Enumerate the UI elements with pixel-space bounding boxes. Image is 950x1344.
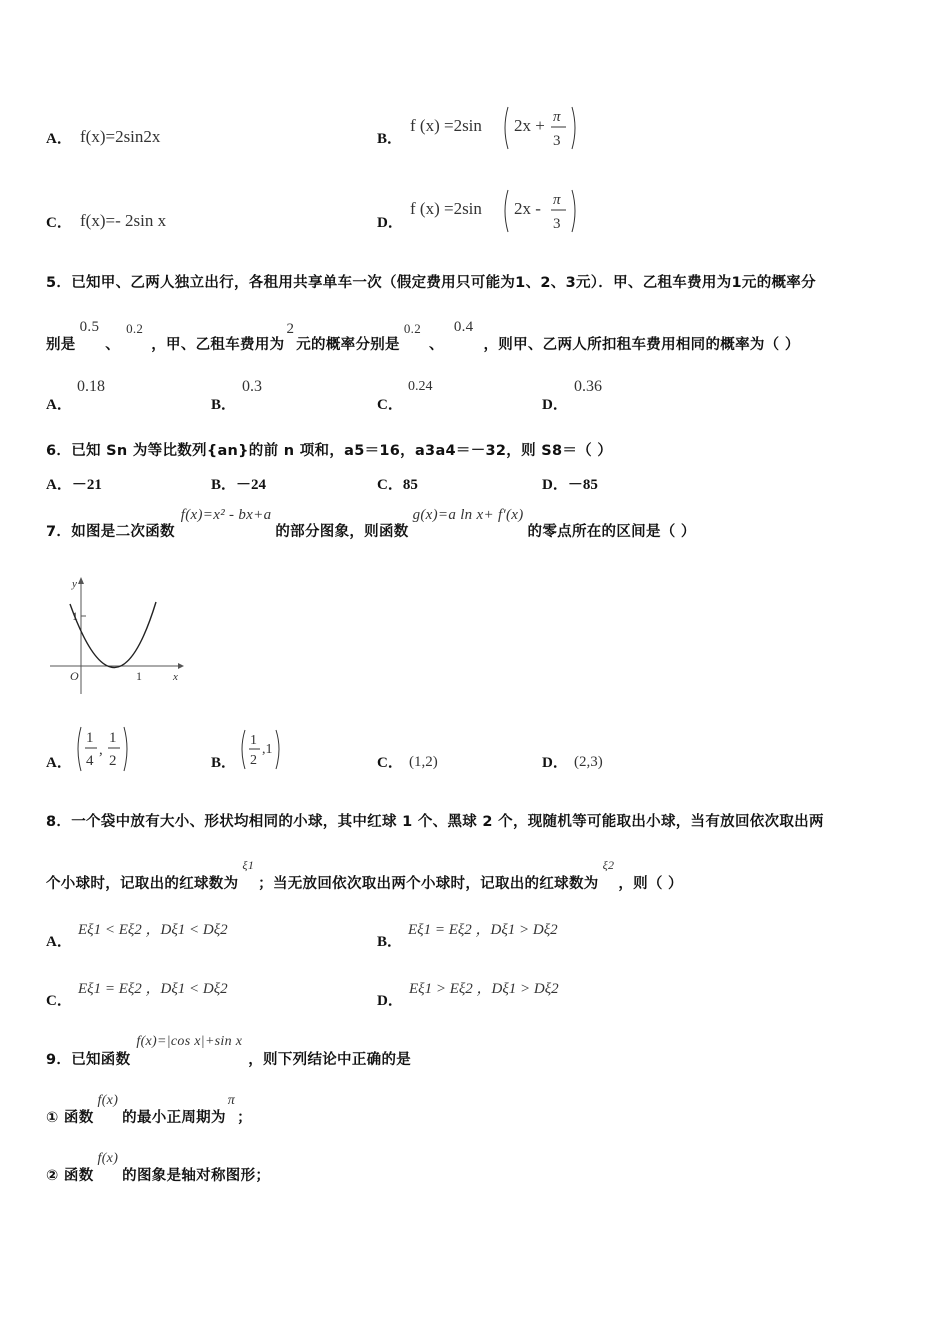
q8-line2-c: ，则（ ）	[618, 876, 683, 892]
graph-x-arrow	[178, 663, 184, 669]
q4-d-pi: π	[553, 192, 561, 208]
graph-origin-label: O	[70, 669, 79, 683]
q7-b-one: ,1	[262, 742, 273, 757]
q8-opt-a-value: Eξ1 < Eξ2 ，Dξ1 < Dξ2	[78, 922, 228, 938]
q4-d-inner: 2x -	[514, 199, 541, 218]
q5-opt-b-value: 0.3	[242, 378, 262, 395]
q7-opt-d-value: (2,3)	[574, 754, 603, 770]
q8-xi1: ξ1	[242, 858, 255, 872]
q7-b-lparen	[242, 730, 245, 769]
q4-c-text: f(x)=- 2sin x	[80, 211, 167, 230]
q7-a-den2: 2	[109, 753, 117, 769]
q7-opt-b-label: B．	[211, 755, 237, 771]
q9-f-expr: f(x)=|cos x|+sin x	[136, 1034, 243, 1049]
q5-opt-a-value: 0.18	[77, 378, 105, 395]
graph-parabola	[70, 602, 156, 668]
q7-b-den: 2	[250, 753, 257, 768]
q9-s2-a: ② 函数	[46, 1168, 94, 1184]
q7-stem	[46, 507, 696, 541]
q5-line2-a: 别是	[46, 337, 76, 353]
q6-opt-a-label: A．	[46, 477, 72, 493]
q8-opt-d-label: D．	[377, 993, 403, 1009]
q8-line2	[46, 858, 683, 893]
q7-stem-a: 7．如图是二次函数	[46, 524, 175, 540]
graph-y-tick-label: 1	[72, 609, 78, 623]
q6-opt-d	[542, 473, 598, 494]
q7-opt-a-label: A．	[46, 755, 72, 771]
q5-opt-b-label: B．	[211, 397, 237, 413]
q6-opt-c-value: 85	[402, 477, 418, 493]
q6-opt-d-label: D．	[542, 477, 568, 493]
q5-line2-c: 元的概率分别是	[296, 337, 400, 353]
q6-stem: 6．已知 Sn 为等比数列{an}的前 n 项和，a5＝16，a3a4＝－32，则 S8＝（ ）	[46, 443, 613, 459]
q8-line2-a: 个小球时，记取出的红球数为	[46, 876, 239, 892]
q9-stem-a: 9．已知函数	[46, 1052, 131, 1068]
q5-opt-c-value: 0.24	[408, 379, 433, 394]
q5-opt-a-label: A．	[46, 397, 72, 413]
q5-p3: 0.2	[403, 321, 422, 336]
q4-d-rparen	[572, 190, 575, 232]
q8-opt-c-value: Eξ1 = Eξ2 ，Dξ1 < Dξ2	[78, 981, 228, 997]
q4-option-d-label: D．	[377, 215, 403, 231]
q4-b-rparen	[572, 107, 575, 149]
q7-a-rparen	[124, 727, 127, 771]
q9-s1-pi: π	[227, 1093, 236, 1108]
q4-b-inner: 2x +	[514, 116, 545, 135]
q9-statement-1	[46, 1093, 252, 1127]
q6-opt-a-value: －21	[71, 477, 102, 493]
q5-opt-c-label: C．	[377, 397, 403, 413]
q9-stem	[46, 1034, 411, 1069]
q9-s1-c: ；	[237, 1110, 252, 1126]
q9-s1-b: 的最小正周期为	[122, 1110, 226, 1126]
q4-a-formula	[80, 124, 210, 150]
q5-opt-d-value: 0.36	[574, 378, 602, 395]
q6-opt-d-value: －85	[567, 477, 598, 493]
graph-x-label: x	[173, 671, 178, 683]
q9-statement-2	[46, 1151, 270, 1185]
graph-x-tick-label: 1	[136, 669, 142, 683]
q4-option-d-expr	[410, 186, 590, 240]
q4-d-lparen	[505, 190, 508, 232]
q5-line2	[46, 319, 800, 354]
q5-sep1: 、	[105, 337, 121, 353]
q4-b-formula	[410, 103, 590, 153]
q4-option-c-expr	[80, 208, 220, 238]
q6-opt-a	[46, 473, 102, 494]
q5-p2: 0.2	[126, 321, 144, 336]
q5-sep2: 、	[429, 337, 444, 353]
graph-y-arrow	[78, 577, 84, 584]
q4-option-a-label: A．	[46, 131, 72, 147]
q5-line2-b: ，甲、乙租车费用为	[151, 337, 285, 353]
q9-s2-b: 的图象是轴对称图形；	[122, 1168, 271, 1184]
q7-opt-c-value: (1,2)	[409, 754, 438, 770]
q5-line1: 5．已知甲、乙两人独立出行，各租用共享单车一次（假定费用只可能为1、2、3元）．甲、乙租车费用为1元的概率分	[46, 275, 816, 291]
q5-line2-d: ，则甲、乙两人所扣租车费用相同的概率为（ ）	[483, 337, 800, 353]
q4-option-c-label: C．	[46, 215, 72, 231]
q7-f-expr: f(x)=x² - bx+a	[180, 507, 272, 523]
q7-a-lparen	[78, 727, 81, 771]
q9-stem-b: ，则下列结论中正确的是	[248, 1052, 412, 1068]
q4-a-text: f(x)=2sin2x	[80, 127, 161, 146]
q8-opt-c-label: C．	[46, 993, 72, 1009]
q5-p1: 0.5	[79, 319, 100, 335]
q7-g-expr: g(x)=a ln x+ f′(x)	[412, 507, 524, 523]
q4-d-formula	[410, 186, 590, 236]
q4-d-lhs: f (x) =2sin	[410, 199, 482, 218]
q5-two: 2	[286, 321, 295, 337]
q7-opt-b-value	[240, 727, 290, 773]
q4-d-three: 3	[553, 216, 561, 232]
q7-graph	[46, 572, 186, 697]
q8-opt-a-label: A．	[46, 934, 72, 950]
q4-b-lparen	[505, 107, 508, 149]
q8-xi2: ξ2	[602, 858, 615, 872]
q7-stem-b: 的部分图象，则函数	[275, 524, 409, 540]
q7-b-num: 1	[250, 733, 257, 748]
q7-stem-c: 的零点所在的区间是（ ）	[527, 524, 696, 540]
q4-c-formula	[80, 208, 220, 234]
q7-opt-d-label: D．	[542, 755, 568, 771]
q4-option-a-expr	[80, 124, 210, 154]
q4-b-lhs: f (x) =2sin	[410, 116, 482, 135]
q7-a-den1: 4	[86, 753, 94, 769]
q7-a-num2: 1	[109, 730, 117, 746]
q5-p4: 0.4	[453, 319, 474, 335]
q7-opt-a-value	[76, 724, 136, 774]
q9-s1-a: ① 函数	[46, 1110, 94, 1126]
q6-opt-c-label: C．	[377, 477, 403, 493]
q7-a-comma: ,	[99, 742, 103, 758]
q6-opt-b-value: －24	[236, 477, 267, 493]
q4-b-pi: π	[553, 109, 561, 125]
q4-b-three: 3	[553, 133, 561, 149]
graph-y-label: y	[72, 578, 77, 590]
q7-a-num1: 1	[86, 730, 94, 746]
q7-opt-c-label: C．	[377, 755, 403, 771]
q8-opt-d-value: Eξ1 > Eξ2 ，Dξ1 > Dξ2	[409, 981, 559, 997]
q6-opt-b	[211, 473, 266, 494]
q8-opt-b-value: Eξ1 = Eξ2 ，Dξ1 > Dξ2	[408, 922, 558, 938]
q8-opt-b-label: B．	[377, 934, 403, 950]
q7-b-rparen	[276, 730, 279, 769]
q8-line1: 8．一个袋中放有大小、形状均相同的小球，其中红球 1 个、黑球 2 个，现随机等可能取出小球，当有放回依次取出两	[46, 814, 824, 830]
q6-opt-c	[377, 473, 418, 494]
q5-opt-d-label: D．	[542, 397, 568, 413]
q8-line2-b: ；当无放回依次取出两个小球时，记取出的红球数为	[258, 876, 599, 892]
q4-option-b-expr	[410, 103, 590, 157]
q4-option-b-label: B．	[377, 131, 403, 147]
q6-opt-b-label: B．	[211, 477, 237, 493]
q9-s1-f: f(x)	[97, 1093, 119, 1108]
q9-s2-f: f(x)	[97, 1151, 119, 1166]
